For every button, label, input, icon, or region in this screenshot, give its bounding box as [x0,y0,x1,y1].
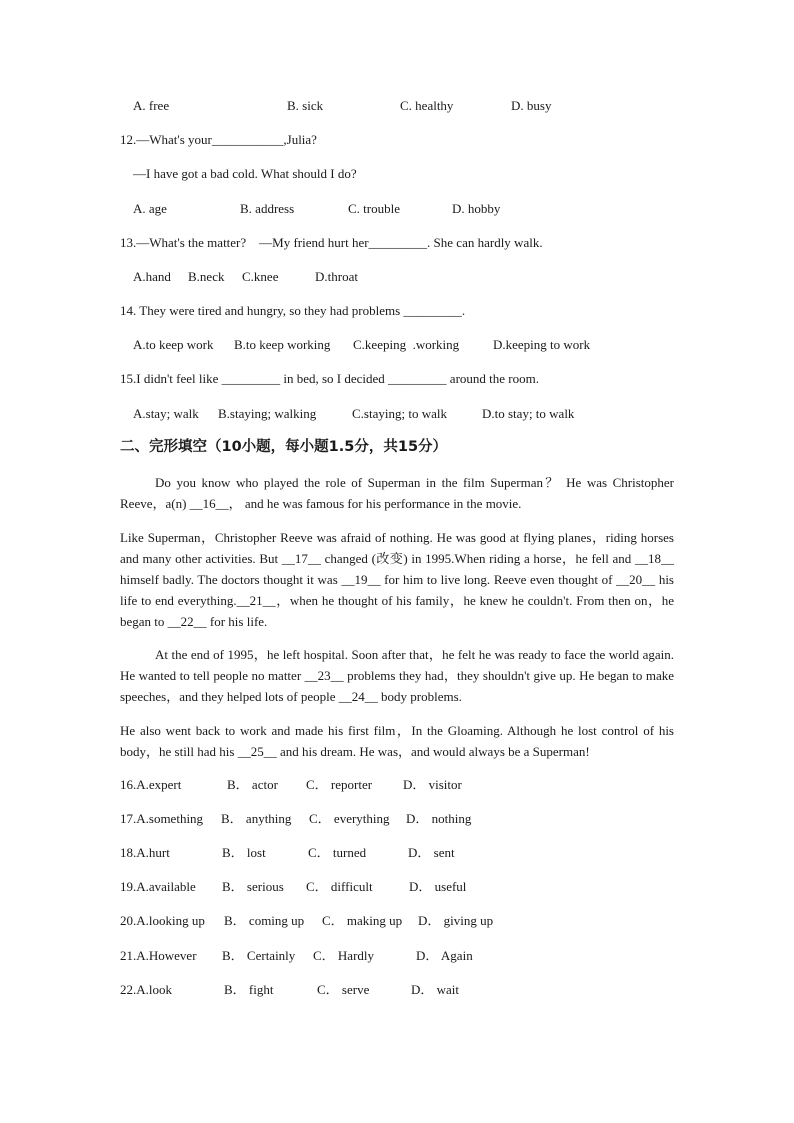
q13-option-b: B.neck [188,269,225,284]
answer-option: 20.A.looking up [120,913,205,928]
answer-option: 16.A.expert [120,777,182,792]
answer-option: B． actor [227,777,278,792]
q13-option-a: A.hand [133,269,171,284]
passage-paragraph-2: Like Superman，Christopher Reeve was afraid of nothing. He was good at flying planes，riding horses and many other activities. But __17__ changed (改变) in 1995.When riding a horse，he fell and __18__ himself badly. The doctors thought it was __19__ for him to live long. Reeve even thought of __20__ his life to end everything.__21__，when he thought of his family，he knew he couldn't. From then on，he began to __22__ for his life. [120,530,674,629]
q13-option-d: D.throat [315,269,358,284]
answer-option: C． turned [308,845,367,860]
q12-stem: 12.—What's your___________,Julia? [120,132,317,147]
q12-option-d: D. hobby [452,201,501,216]
q14-option-a: A.to keep work [133,337,214,352]
q12-option-c: C. trouble [348,201,400,216]
q15-stem: 15.I didn't feel like _________ in bed, so I decided _________ around the room. [120,371,539,386]
answer-option: B． fight [224,982,274,997]
answer-option: B． anything [221,811,292,826]
q11-option-a: A. free [133,98,170,113]
passage-paragraph-4: He also went back to work and made his first film，In the Gloaming. Although he lost control of his body，he still had his __25__ and his dream. He was，and would always be a Superman! [120,723,674,759]
q12-reply: —I have got a bad cold. What should I do? [133,166,357,181]
answer-option: C． making up [322,913,403,928]
passage-paragraph-3: At the end of 1995，he left hospital. Soon after that，he felt he was ready to face the world again. He wanted to tell people no matter __23__ problems they had，they shouldn't give up. He began to make speeches，and they helped lots of people __24__ body problems. [120,647,674,704]
answer-option: 17.A.something [120,811,204,826]
answer-option: 21.A.However [120,948,197,963]
q15-option-a: A.stay; walk [133,406,199,421]
q11-option-d: D. busy [511,98,552,113]
answer-option: 18.A.hurt [120,845,170,860]
answer-option: 22.A.look [120,982,172,997]
q13-stem: 13.—What's the matter? —My friend hurt her_________. She can hardly walk. [120,235,543,250]
q15-option-b: B.staying; walking [218,406,317,421]
q14-option-b: B.to keep working [234,337,331,352]
passage-paragraph-1: Do you know who played the role of Superman in the film Superman？ He was Christopher Reeve，a(n) __16__， and he was famous for his performance in the movie. [120,475,674,511]
answer-option: C． difficult [306,879,373,894]
q11-option-c: C. healthy [400,98,454,113]
answer-option: B． Certainly [222,948,296,963]
answer-option: D． visitor [403,777,462,792]
q12-option-b: B. address [240,201,295,216]
answer-option: C． serve [317,982,370,997]
q15-option-d: D.to stay; to walk [482,406,575,421]
answer-option: C． everything [309,811,390,826]
answer-option: C． Hardly [313,948,375,963]
answer-option: B． coming up [224,913,305,928]
q15-option-c: C.staying; to walk [352,406,447,421]
answer-option: D． useful [409,879,467,894]
answer-option: 19.A.available [120,879,196,894]
answer-option: B． serious [222,879,284,894]
answer-option: D． nothing [406,811,472,826]
answer-option: D． giving up [418,913,494,928]
q14-option-c: C.keeping .working [353,337,460,352]
q13-option-c: C.knee [242,269,279,284]
answer-option: D． Again [416,948,473,963]
answer-option: B． lost [222,845,266,860]
q14-option-d: D.keeping to work [493,337,591,352]
q12-option-a: A. age [133,201,167,216]
q11-option-b: B. sick [287,98,324,113]
section-heading: 二、完形填空（10小题，每小题1.5分，共15分） [120,439,448,455]
answer-option: D． sent [408,845,455,860]
answer-option: D． wait [411,982,460,997]
answer-option: C． reporter [306,777,373,792]
q14-stem: 14. They were tired and hungry, so they had problems _________. [120,303,466,318]
